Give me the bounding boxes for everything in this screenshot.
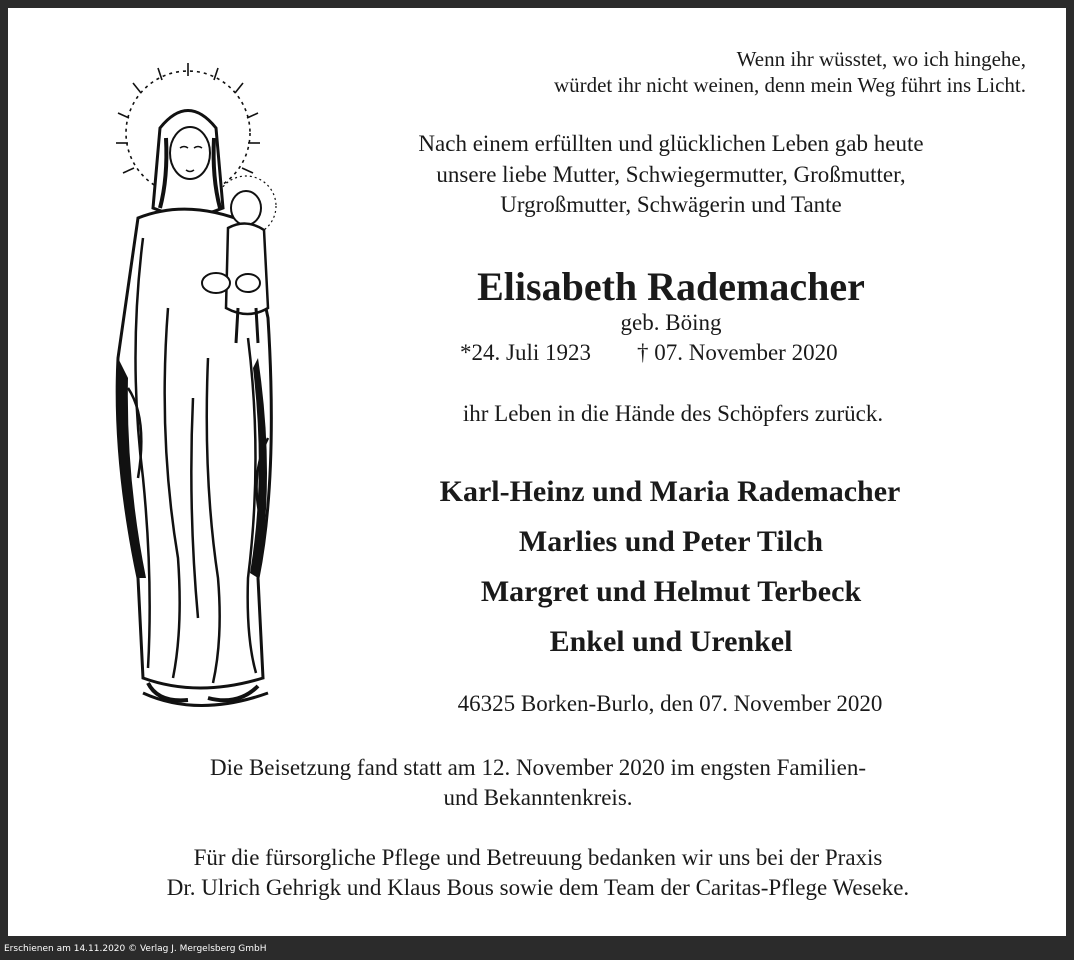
mourner-line: Karl-Heinz und Maria Rademacher <box>439 475 901 508</box>
intro-line: Urgroßmutter, Schwägerin und Tante <box>500 192 842 217</box>
returned-line: ihr Leben in die Hände des Schöpfers zurück. <box>462 401 884 426</box>
birth-date: *24. Juli 1923 <box>460 340 591 365</box>
intro-line: Nach einem erfüllten und glücklichen Leben gab heute <box>418 131 924 156</box>
death-date: † 07. November 2020 <box>637 340 838 365</box>
place-date: 46325 Borken-Burlo, den 07. November 2020 <box>457 691 883 716</box>
mourner-line: Enkel und Urenkel <box>549 625 793 658</box>
burial-line: und Bekanntenkreis. <box>443 785 633 810</box>
motto-line: Wenn ihr wüsstet, wo ich hingehe, <box>736 47 1026 71</box>
motto-line: würdet ihr nicht weinen, denn mein Weg führt ins Licht. <box>553 73 1026 97</box>
thanks-line: Dr. Ulrich Gehrigk und Klaus Bous sowie dem Team der Caritas-Pflege Weseke. <box>166 875 910 900</box>
madonna-with-child-icon <box>98 58 298 723</box>
mourner-line: Margret und Helmut Terbeck <box>480 575 862 608</box>
burial-line: Die Beisetzung fand statt am 12. November 2020 im engsten Familien- <box>210 755 866 780</box>
intro-line: unsere liebe Mutter, Schwiegermutter, Großmutter, <box>436 162 906 187</box>
mourner-line: Marlies und Peter Tilch <box>518 525 824 558</box>
publication-footer: Erschienen am 14.11.2020 © Verlag J. Mergelsberg GmbH <box>4 944 267 954</box>
maiden-name: geb. Böing <box>620 310 722 335</box>
deceased-name: Elisabeth Rademacher <box>477 264 865 309</box>
thanks-line: Für die fürsorgliche Pflege und Betreuung bedanken wir uns bei der Praxis <box>193 845 883 870</box>
obituary-notice <box>8 8 1066 936</box>
